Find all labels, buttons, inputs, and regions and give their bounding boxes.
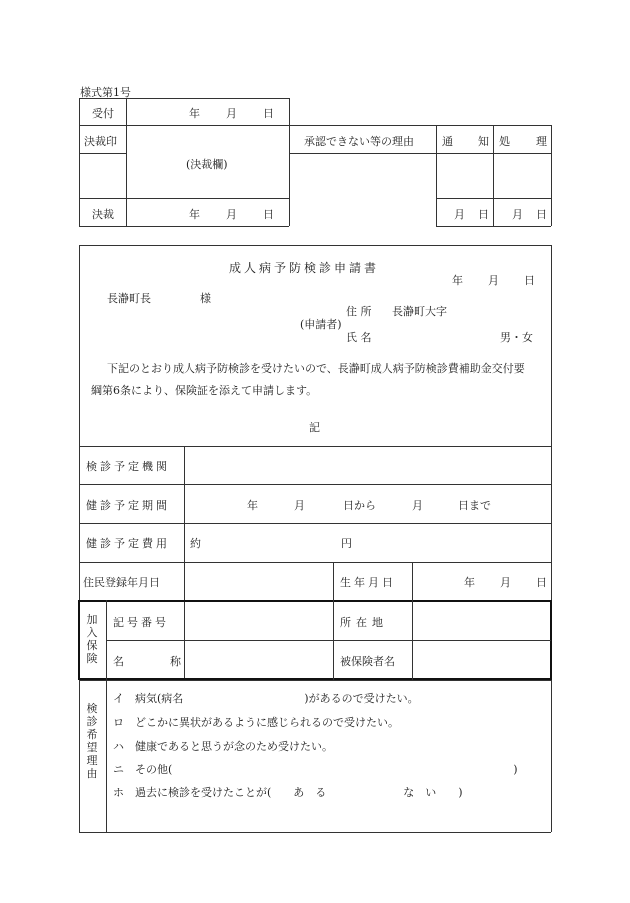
kessai-ran-label: (決裁欄) <box>186 158 228 171</box>
shori-b: 理 <box>536 135 547 148</box>
ki: 記 <box>309 421 320 434</box>
app-date-day: 日 <box>524 274 535 287</box>
hihokensha-label: 被保険者名 <box>340 655 395 668</box>
uketsuke-year: 年 <box>189 107 200 120</box>
period-month-2: 月 <box>412 499 423 512</box>
reason-item-ni: ニ その他( ) <box>113 763 518 776</box>
period-year: 年 <box>247 499 258 512</box>
kessai-label: 決裁 <box>92 208 114 221</box>
reason-header: 承認できない等の理由 <box>304 135 414 148</box>
period-to: 日まで <box>458 499 491 512</box>
sama: 様 <box>200 292 211 305</box>
birth-day: 日 <box>536 576 547 589</box>
reason-item-i: イ 病気(病名 )があるので受けたい。 <box>113 692 419 705</box>
form-title: 成人病予防検診申請書 <box>229 261 380 275</box>
tsuchi-day: 日 <box>478 208 489 221</box>
kessai-month: 月 <box>226 208 237 221</box>
address-label: 住 所 <box>346 305 372 318</box>
birth-year: 年 <box>464 576 475 589</box>
app-date-month: 月 <box>488 274 499 287</box>
birth-month: 月 <box>500 576 511 589</box>
addressee: 長瀞町長 <box>107 292 151 305</box>
birth-date-label: 生年月日 <box>340 576 396 589</box>
tsuchi-month: 月 <box>454 208 465 221</box>
form-number: 様式第1号 <box>80 86 131 99</box>
reason-item-ha: ハ 健康であると思うが念のため受けたい。 <box>113 740 333 753</box>
institution-label: 検診予定機関 <box>86 460 170 473</box>
app-date-year: 年 <box>452 274 463 287</box>
body-line-1: 下記のとおり成人病予防検診を受けたいので、長瀞町成人病予防検診費補助金交付要 <box>107 362 525 375</box>
shori-day: 日 <box>536 208 547 221</box>
kessai-in-label: 決裁印 <box>84 135 117 148</box>
applicant-label: (申請者) <box>300 318 342 331</box>
reason-item-ro: ロ どこかに異状があるように感じられるので受けたい。 <box>113 716 399 729</box>
insurance-side-label: 加入保険 <box>86 613 98 665</box>
reasons-side-label: 検診希望理由 <box>86 702 98 780</box>
tsuchi-a: 通 <box>442 135 453 148</box>
uketsuke-month: 月 <box>226 107 237 120</box>
period-month-1: 月 <box>294 499 305 512</box>
period-from: 日から <box>343 499 376 512</box>
cost-label: 健診予定費用 <box>86 537 170 550</box>
kessai-day: 日 <box>263 208 274 221</box>
period-label: 健診予定期間 <box>86 499 170 512</box>
body-line-2: 綱第6条により、保険証を添えて申請します。 <box>91 384 318 397</box>
shozaichi-label: 所在地 <box>340 616 388 629</box>
kigo-label: 記号番号 <box>113 616 169 629</box>
meisho-b: 称 <box>170 655 181 668</box>
address-value: 長瀞町大字 <box>392 305 447 318</box>
shori-month: 月 <box>512 208 523 221</box>
reason-item-ho: ホ 過去に検診を受けたことが( あ る な い ) <box>113 786 463 799</box>
tsuchi-b: 知 <box>478 135 489 148</box>
uketsuke-label: 受付 <box>92 107 114 120</box>
cost-yaku: 約 <box>190 537 201 550</box>
uketsuke-day: 日 <box>263 107 274 120</box>
shori-a: 処 <box>499 135 510 148</box>
resident-date-label: 住民登録年月日 <box>83 576 160 589</box>
gender: 男・女 <box>500 331 533 344</box>
kessai-year: 年 <box>189 208 200 221</box>
name-label: 氏 名 <box>346 331 372 344</box>
cost-yen: 円 <box>341 537 352 550</box>
meisho-a: 名 <box>113 655 124 668</box>
